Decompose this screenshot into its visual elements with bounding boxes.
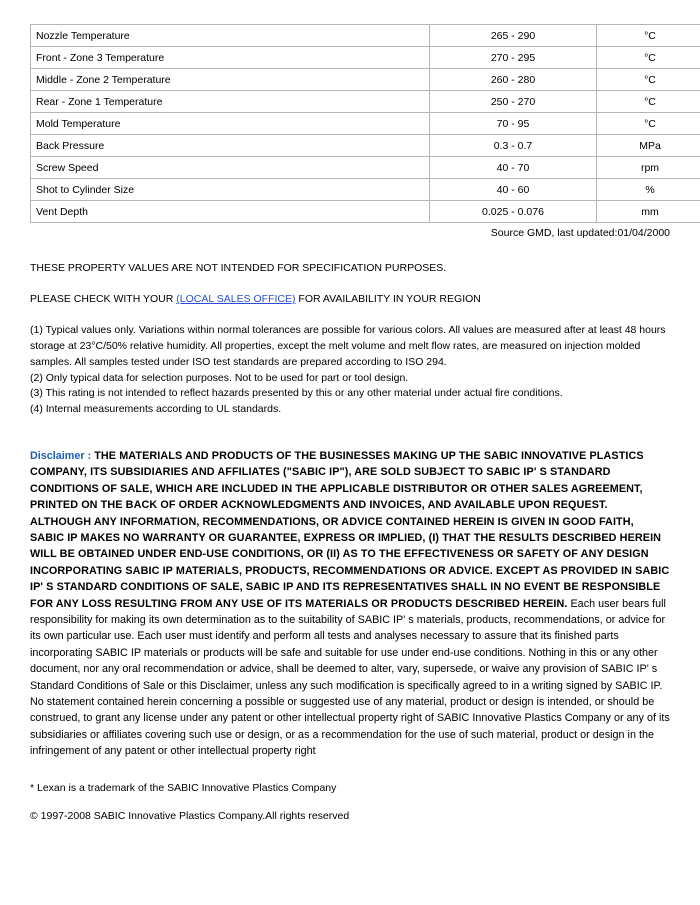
disclaimer-body-text: Each user bears full responsibility for making its own determination as to the suitability of SABIC IP' s materials, products, recommendations, or advice for its own particular use. Each user must identify and perform all tests and analyses necessary to assure that its finished parts incorporating SABIC IP materials or products will be safe and suitable for use under end-use conditions. Nothing in this or any other document, nor any oral recommendation or advice, shall be deemed to alter, vary, supersede, or waive any provision of SABIC IP' s Standard Conditions of Sale or this Disclaimer, unless any such modification is specifically agreed to in a writing signed by SABIC IP. No statement contained herein concerning a possible or suggested use of any material, product or design is intended, or should be construed, to grant any license under any patent or other intellectual property right of SABIC Innovative Plastics Company or any of its subsidiaries or affiliates covering such use or design, or as a recommendation for the use of such material, product or design in the infringement of any patent or other intellectual property right: [30, 597, 670, 758]
property-name: Shot to Cylinder Size: [31, 179, 430, 201]
availability-notice-after: FOR AVAILABILITY IN YOUR REGION: [295, 293, 481, 306]
footnote-item: (4) Internal measurements according to UL standards.: [30, 403, 282, 416]
property-value: 265 - 290: [430, 25, 597, 47]
property-name: Mold Temperature: [31, 113, 430, 135]
footnote-item: (2) Only typical data for selection purposes. Not to be used for part or tool design.: [30, 371, 409, 384]
property-name: Back Pressure: [31, 135, 430, 157]
property-unit: °C: [597, 47, 700, 69]
property-name: Screw Speed: [31, 157, 430, 179]
table-row: [31, 47, 700, 69]
table-row: [31, 157, 700, 179]
property-name: Middle - Zone 2 Temperature: [31, 69, 430, 91]
property-unit: °C: [597, 25, 700, 47]
property-unit: °C: [597, 69, 700, 91]
table-row: [31, 69, 700, 91]
property-name: Front - Zone 3 Temperature: [31, 47, 430, 69]
disclaimer-label: Disclaimer :: [30, 449, 92, 462]
table-body: [31, 25, 700, 223]
availability-notice-before: PLEASE CHECK WITH YOUR: [30, 293, 177, 306]
property-value: 40 - 60: [430, 179, 597, 201]
property-value: 270 - 295: [430, 47, 597, 69]
property-unit: MPa: [597, 135, 700, 157]
property-unit: °C: [597, 113, 700, 135]
property-value: 260 - 280: [430, 69, 597, 91]
table-row: [31, 113, 700, 135]
disclaimer-bold-text: THE MATERIALS AND PRODUCTS OF THE BUSINESSES MAKING UP THE SABIC INNOVATIVE PLASTICS COMPANY, ITS SUBSIDIARIES AND AFFILIATES ("SABIC IP"), ARE SOLD SUBJECT TO SABIC IP' S STANDARD CONDITIONS OF SALE, WHICH ARE INCLUDED IN THE APPLICABLE DISTRIBUTOR OR OTHER SALES AGREEMENT, PRINTED ON THE BACK OF ORDER ACKNOWLEDGMENTS AND INVOICES, AND AVAILABLE UPON REQUEST. ALTHOUGH ANY INFORMATION, RECOMMENDATIONS, OR ADVICE CONTAINED HEREIN IS GIVEN IN GOOD FAITH, SABIC IP MAKES NO WARRANTY OR GUARANTEE, EXPRESS OR IMPLIED, (I) THAT THE RESULTS DESCRIBED HEREIN WILL BE OBTAINED UNDER END-USE CONDITIONS, OR (II) AS TO THE EFFECTIVENESS OR SAFETY OF ANY DESIGN INCORPORATING SABIC IP MATERIALS, PRODUCTS, RECOMMENDATIONS OR ADVICE. EXCEPT AS PROVIDED IN SABIC IP' S STANDARD CONDITIONS OF SALE, SABIC IP AND ITS REPRESENTATIVES SHALL IN NO EVENT BE RESPONSIBLE FOR ANY LOSS RESULTING FROM ANY USE OF ITS MATERIALS OR PRODUCTS DESCRIBED HEREIN.: [30, 449, 670, 610]
table-row: [31, 91, 700, 113]
trademark-note: * Lexan is a trademark of the SABIC Innovative Plastics Company: [30, 781, 337, 794]
availability-notice: [30, 292, 670, 307]
footnote-item: (3) This rating is not intended to reflect hazards presented by this or any other material under actual fire conditions.: [30, 387, 563, 400]
property-name: Nozzle Temperature: [31, 25, 430, 47]
property-unit: %: [597, 179, 700, 201]
property-unit: °C: [597, 91, 700, 113]
specification-notice: THESE PROPERTY VALUES ARE NOT INTENDED FOR SPECIFICATION PURPOSES.: [30, 262, 447, 274]
property-value: 70 - 95: [430, 113, 597, 135]
table-row: [31, 25, 700, 47]
footnote-item: (1) Typical values only. Variations within normal tolerances are possible for various colors. All values are measured after at least 48 hours storage at 23°C/50% relative humidity. All properties, except the melt volume and melt flow rates, are measured on injection molded samples. All samples tested under ISO test standards are prepared according to ISO 294.: [30, 324, 666, 368]
table-row: [31, 201, 700, 223]
property-unit: rpm: [597, 157, 700, 179]
property-name: Vent Depth: [31, 201, 430, 223]
local-sales-office-link[interactable]: (LOCAL SALES OFFICE): [176, 293, 296, 306]
copyright-note: © 1997-2008 SABIC Innovative Plastics Company.All rights reserved: [30, 809, 350, 822]
table-row: [31, 179, 700, 201]
property-value: 0.025 - 0.076: [430, 201, 597, 223]
disclaimer-block: [30, 448, 670, 760]
source-line: Source GMD, last updated:01/04/2000: [490, 227, 670, 239]
property-value: 40 - 70: [430, 157, 597, 179]
processing-parameters-table: [30, 24, 700, 223]
footnotes: [30, 323, 670, 418]
table-row: [31, 135, 700, 157]
property-unit: mm: [597, 201, 700, 223]
property-value: 0.3 - 0.7: [430, 135, 597, 157]
property-name: Rear - Zone 1 Temperature: [31, 91, 430, 113]
property-value: 250 - 270: [430, 91, 597, 113]
